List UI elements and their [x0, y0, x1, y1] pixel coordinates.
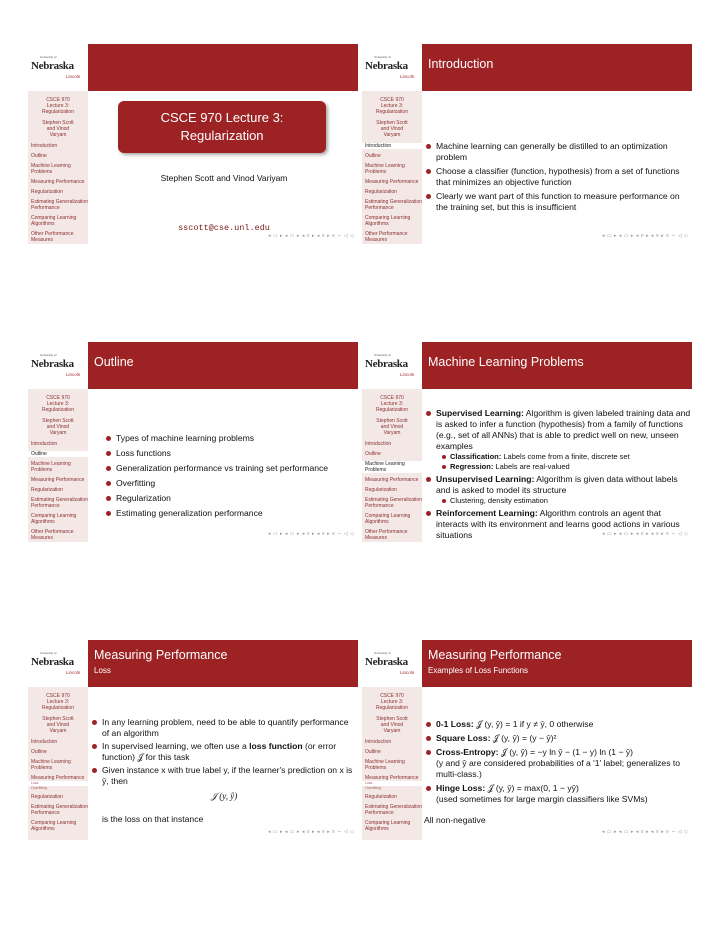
- sidebar-item-estimating[interactable]: Estimating Generalization Performance: [31, 497, 88, 509]
- sidebar-item-comparing[interactable]: Comparing Learning Algorithms: [31, 513, 77, 525]
- sidebar: CSCE 970 Lecture 3: Regularization Stephen Scott and Vinod Varyam Introduction Outline Machine Learning Problems Measuring Performance Loss Overfitting Regularization Estimating Generalization Performance Comparing Learning Algorithms: [362, 687, 422, 840]
- slide-body: [424, 389, 692, 542]
- slide-header: [28, 640, 358, 687]
- slide-header: [28, 342, 358, 389]
- sidebar-item-introduction[interactable]: Introduction: [31, 441, 58, 447]
- bullet-cross-entropy: Cross-Entropy: 𝒥 (y, ŷ) = −y ln ŷ − (1 − y) ln (1 − ŷ) (y and ŷ are considered probabilities of a '1' label; generalizes to multi-class.): [424, 747, 692, 780]
- sidebar-item-introduction[interactable]: Introduction: [31, 739, 58, 745]
- lecture-title: CSCE 970 Lecture 3:: [160, 110, 284, 125]
- loss-formula: 𝒥 (y, ŷ): [210, 791, 238, 801]
- slide-header: [28, 44, 358, 91]
- slide-measuring-loss: [28, 640, 358, 840]
- sub-bullet-clustering: Clustering, density estimation: [424, 496, 692, 506]
- sidebar-item-estimating[interactable]: Estimating Generalization Performance: [365, 199, 422, 211]
- beamer-nav[interactable]: ◂ ▭ ▸ ◂ ▭ ▸ ◂ ≡ ▸ ◂ ≡ ▸ ≡ ∽ ◁ ◇: [268, 829, 355, 835]
- beamer-nav[interactable]: ◂ ▭ ▸ ◂ ▭ ▸ ◂ ≡ ▸ ◂ ≡ ▸ ≡ ∽ ◁ ◇: [602, 829, 689, 835]
- title-box: [118, 101, 326, 153]
- slide-outline: [28, 342, 358, 542]
- bullet-reinforcement: Reinforcement Learning: Algorithm controls an agent that interacts with its environment and learns good actions in various situations: [424, 508, 692, 541]
- sidebar-item-regularization[interactable]: Regularization: [31, 189, 63, 195]
- sidebar-subitem-overfitting[interactable]: Overfitting: [365, 786, 381, 790]
- sidebar-item-other[interactable]: Other Performance Measures: [31, 231, 74, 243]
- bullet: Types of machine learning problems: [104, 433, 358, 444]
- bullet: Regularization: [104, 493, 358, 504]
- bullet: Estimating generalization performance: [104, 508, 358, 519]
- sidebar-item-outline[interactable]: Outline: [28, 451, 88, 457]
- slide-ml-problems: [362, 342, 692, 542]
- sidebar-item-outline[interactable]: Outline: [365, 451, 381, 457]
- bullet: Overfitting: [104, 478, 358, 489]
- sidebar-item-regularization[interactable]: Regularization: [365, 189, 397, 195]
- beamer-nav[interactable]: ◂ ▭ ▸ ◂ ▭ ▸ ◂ ≡ ▸ ◂ ≡ ▸ ≡ ∽ ◁ ◇: [268, 233, 355, 239]
- title-bar: [422, 342, 692, 389]
- title-bar: [422, 640, 692, 687]
- email: sscott@cse.unl.edu: [178, 223, 270, 233]
- sidebar-item-outline[interactable]: Outline: [365, 153, 381, 159]
- slide-title: Measuring Performance: [94, 648, 228, 662]
- slide-title: [28, 44, 358, 244]
- sidebar-item-ml-problems[interactable]: Machine Learning Problems: [362, 461, 422, 473]
- bullet-hinge-loss: Hinge Loss: 𝒥 (y, ŷ) = max(0, 1 − yŷ) (used sometimes for large margin classifiers like SVMs): [424, 783, 692, 805]
- sidebar-item-regularization[interactable]: Regularization: [365, 487, 397, 493]
- bullet: Loss functions: [104, 448, 358, 459]
- authors: Stephen Scott and Vinod Variyam: [160, 173, 288, 183]
- slide-loss-examples: [362, 640, 692, 840]
- bullet: Clearly we want part of this function to measure performance on the training set, but this is insufficient: [424, 191, 692, 213]
- bullet-square-loss: Square Loss: 𝒥 (y, ŷ) = (y − ŷ)²: [424, 733, 692, 744]
- footer-note: All non-negative: [424, 815, 486, 825]
- slide-header: [362, 342, 692, 389]
- beamer-nav[interactable]: ◂ ▭ ▸ ◂ ▭ ▸ ◂ ≡ ▸ ◂ ≡ ▸ ≡ ∽ ◁ ◇: [268, 531, 355, 537]
- sidebar-item-introduction[interactable]: Introduction: [362, 143, 422, 149]
- sidebar: CSCE 970 Lecture 3: Regularization Stephen Scott and Vinod Varyam Introduction Outline Machine Learning Problems Measuring Performance Loss Overfitting Regularization Estimating Generalization Performance Comparing Learning Algorithms: [28, 687, 88, 840]
- sidebar-item-measuring[interactable]: Measuring Performance: [365, 775, 419, 781]
- university-logo: University of Nebraska Lincoln: [28, 640, 88, 687]
- slide-header: [362, 44, 692, 91]
- sidebar-item-estimating[interactable]: Estimating Generalization Performance: [365, 497, 422, 509]
- bullet: Choose a classifier (function, hypothesis) from a set of functions that minimizes an objective function: [424, 166, 692, 188]
- sidebar-item-estimating[interactable]: Estimating Generalization Performance: [31, 199, 88, 211]
- bullet-01-loss: 0-1 Loss: 𝒥 (y, ŷ) = 1 if y ≠ ŷ, 0 otherwise: [424, 719, 692, 730]
- sidebar-item-ml-problems[interactable]: Machine Learning Problems: [31, 461, 71, 473]
- sidebar: CSCE 970 Lecture 3: Regularization Stephen Scott and Vinod Varyam Introduction Outline Machine Learning Problems Measuring Performance Regularization Estimating Generalization Performance Comparing Learning Algorithms Other Performance Measures: [362, 91, 422, 244]
- title-bar: [88, 44, 358, 91]
- beamer-nav[interactable]: ◂ ▭ ▸ ◂ ▭ ▸ ◂ ≡ ▸ ◂ ≡ ▸ ≡ ∽ ◁ ◇: [602, 233, 689, 239]
- slide-body: [90, 389, 358, 542]
- sidebar-item-outline[interactable]: Outline: [31, 153, 47, 159]
- sidebar-subitem-overfitting[interactable]: Overfitting: [31, 786, 47, 790]
- sidebar-item-comparing[interactable]: Comparing Learning Algorithms: [365, 215, 411, 227]
- sidebar-item-ml-problems[interactable]: Machine Learning Problems: [365, 759, 405, 771]
- bullet: In any learning problem, need to be able to quantify performance of an algorithm: [90, 717, 358, 739]
- sidebar: CSCE 970 Lecture 3: Regularization Stephen Scott and Vinod Varyam Introduction Outline Machine Learning Problems Measuring Performance Regularization Estimating Generalization Performance Comparing Learning Algorithms Other Performance Measures: [362, 389, 422, 542]
- sidebar-item-regularization[interactable]: Regularization: [31, 794, 63, 800]
- sidebar-item-other[interactable]: Other Performance Measures: [31, 529, 74, 541]
- bullet: Generalization performance vs training set performance: [104, 463, 358, 474]
- slide-body: [424, 687, 692, 840]
- sidebar-item-comparing[interactable]: Comparing Learning Algorithms: [31, 820, 77, 832]
- sidebar-item-regularization[interactable]: Regularization: [365, 794, 397, 800]
- bullet-unsupervised: Unsupervised Learning: Algorithm is given data without labels and is asked to model its structure: [424, 474, 692, 496]
- university-logo: University of Nebraska Lincoln: [362, 342, 422, 389]
- sidebar-item-other[interactable]: Other Performance Measures: [365, 529, 408, 541]
- bullet: Given instance x with true label y, if the learner's prediction on x is ŷ, then: [90, 765, 358, 787]
- sidebar-item-introduction[interactable]: Introduction: [365, 739, 392, 745]
- sidebar-item-measuring[interactable]: Measuring Performance: [365, 179, 419, 185]
- sidebar-item-introduction[interactable]: Introduction: [31, 143, 58, 149]
- sidebar-item-introduction[interactable]: Introduction: [365, 441, 392, 447]
- title-bar: [88, 342, 358, 389]
- sidebar-item-comparing[interactable]: Comparing Learning Algorithms: [31, 215, 77, 227]
- university-logo: University of Nebraska Lincoln: [28, 342, 88, 389]
- title-bar: [422, 44, 692, 91]
- bullet-supervised: Supervised Learning: Algorithm is given labeled training data and is asked to infer a function (hypothesis) from a family of functions (e.g., set of all ANNs) that is able to predict well on new, unseen examples: [424, 408, 692, 452]
- slide-title: Introduction: [428, 57, 494, 71]
- sidebar-item-regularization[interactable]: Regularization: [31, 487, 63, 493]
- slide-body: [90, 687, 358, 840]
- sub-bullet-classification: Classification: Labels come from a finite, discrete set: [424, 452, 692, 462]
- slide-subtitle: Loss: [94, 666, 111, 675]
- sidebar-item-ml-problems[interactable]: Machine Learning Problems: [31, 163, 71, 175]
- formula-note: is the loss on that instance: [102, 814, 204, 824]
- sub-bullet-regression: Regression: Labels are real-valued: [424, 462, 692, 472]
- beamer-nav[interactable]: ◂ ▭ ▸ ◂ ▭ ▸ ◂ ≡ ▸ ◂ ≡ ▸ ≡ ∽ ◁ ◇: [602, 531, 689, 537]
- slide-body: [90, 91, 358, 244]
- sidebar-item-outline[interactable]: Outline: [31, 749, 47, 755]
- sidebar-item-other[interactable]: Other Performance Measures: [365, 231, 408, 243]
- sidebar-item-measuring[interactable]: Measuring Performance: [31, 477, 85, 483]
- sidebar-item-measuring[interactable]: Measuring Performance: [31, 179, 85, 185]
- sidebar: CSCE 970 Lecture 3: Regularization Stephen Scott and Vinod Varyam Introduction Outline Machine Learning Problems Measuring Performance Regularization Estimating Generalization Performance Comparing Learning Algorithms Other Performance Measures: [28, 389, 88, 542]
- slide-header: [362, 640, 692, 687]
- lecture-topic: Regularization: [180, 128, 264, 143]
- sidebar-item-outline[interactable]: Outline: [365, 749, 381, 755]
- sidebar-item-measuring[interactable]: Measuring Performance: [31, 775, 85, 781]
- university-logo: University of Nebraska Lincoln: [362, 44, 422, 91]
- slide-body: [424, 91, 692, 244]
- slide-introduction: [362, 44, 692, 244]
- sidebar-item-comparing[interactable]: Comparing Learning Algorithms: [365, 820, 411, 832]
- sidebar-subitem-loss[interactable]: Loss: [28, 781, 88, 786]
- slide-title: Machine Learning Problems: [428, 355, 584, 369]
- sidebar-item-estimating[interactable]: Estimating Generalization Performance: [31, 804, 88, 816]
- slide-title: Outline: [94, 355, 134, 369]
- university-logo: University of Nebraska Lincoln: [362, 640, 422, 687]
- sidebar: CSCE 970 Lecture 3: Regularization Stephen Scott and Vinod Varyam Introduction Outline Machine Learning Problems Measuring Performance Regularization Estimating Generalization Performance Comparing Learning Algorithms Other Performance Measures: [28, 91, 88, 244]
- sidebar-item-ml-problems[interactable]: Machine Learning Problems: [365, 163, 405, 175]
- sidebar-item-ml-problems[interactable]: Machine Learning Problems: [31, 759, 71, 771]
- title-bar: [88, 640, 358, 687]
- sidebar-item-measuring[interactable]: Measuring Performance: [365, 477, 419, 483]
- sidebar-item-comparing[interactable]: Comparing Learning Algorithms: [365, 513, 411, 525]
- sidebar-subitem-loss[interactable]: Loss: [362, 781, 422, 786]
- bullet: Machine learning can generally be distilled to an optimization problem: [424, 141, 692, 163]
- bullet: In supervised learning, we often use a loss function (or error function) 𝒥 for this task: [90, 741, 358, 763]
- slide-subtitle: Examples of Loss Functions: [428, 666, 529, 675]
- sidebar-item-estimating[interactable]: Estimating Generalization Performance: [365, 804, 422, 816]
- university-logo: University of Nebraska Lincoln: [28, 44, 88, 91]
- slide-title: Measuring Performance: [428, 648, 562, 662]
